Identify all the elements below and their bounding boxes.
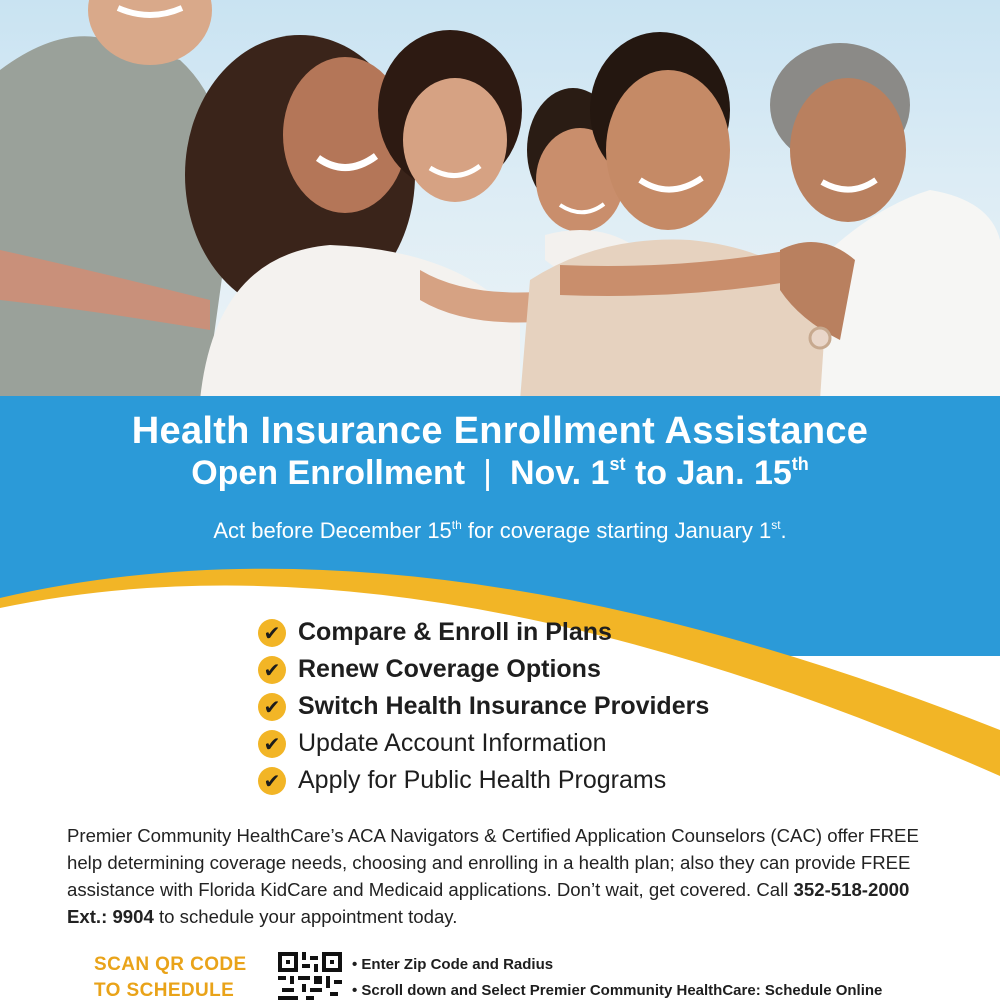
scan-line-2: TO SCHEDULE: [94, 980, 235, 1000]
check-icon: ✔: [258, 730, 286, 758]
checklist-label: Update Account Information: [298, 729, 607, 757]
scan-qr-callout: [94, 952, 247, 1000]
deadline-text-3: .: [780, 518, 787, 543]
description-text-end: to schedule your appointment today.: [153, 906, 458, 927]
deadline-text-1: Act before December 15: [213, 518, 452, 543]
family-photo-illustration: [0, 0, 1000, 400]
services-checklist: [258, 614, 709, 799]
family-photo: [0, 0, 1000, 400]
start-date-suffix: st: [609, 454, 626, 474]
description-paragraph: [67, 822, 947, 930]
scheduling-steps: [352, 952, 882, 1000]
end-date-suffix: th: [791, 454, 809, 474]
checklist-item: [258, 762, 709, 799]
end-date: Jan. 15: [676, 454, 792, 492]
check-icon: ✔: [258, 656, 286, 684]
description-text: Premier Community HealthCare’s ACA Navigators & Certified Application Counselors (CAC) offer FREE help determining coverage needs, choosing and enrolling in a health plan; also they can provide FREE assistance with Florida KidCare and Medicaid applications. Don’t wait, get covered. Call: [67, 825, 919, 900]
deadline-text-2: for coverage starting January 1: [461, 518, 772, 543]
enrollment-period: [0, 454, 1000, 493]
scan-line-1: SCAN QR CODE: [94, 954, 247, 975]
qr-code-graphic: [278, 952, 342, 1000]
check-icon: ✔: [258, 619, 286, 647]
step-item: • Enter Zip Code and Radius: [352, 956, 554, 973]
checklist-item: [258, 614, 709, 651]
check-icon: ✔: [258, 693, 286, 721]
checklist-label: Compare & Enroll in Plans: [298, 618, 612, 646]
start-date: Nov. 1: [509, 454, 610, 492]
page-title: Health Insurance Enrollment Assistance: [131, 410, 869, 452]
checklist-item: [258, 688, 709, 725]
to-word: to: [634, 454, 668, 492]
step-item: • Scroll down and Select Premier Community HealthCare: Schedule Online: [352, 982, 883, 999]
deadline-sup-1: th: [451, 518, 462, 532]
checklist-label: Switch Health Insurance Providers: [298, 692, 710, 720]
checklist-label: Renew Coverage Options: [298, 655, 601, 683]
qr-code[interactable]: [278, 952, 342, 1000]
phone-number: 352-518-2000 Ext.: 9904: [67, 879, 910, 927]
checklist-label: Apply for Public Health Programs: [298, 766, 667, 794]
checklist-item: [258, 651, 709, 688]
period-label: Open Enrollment: [191, 454, 466, 492]
checklist-item: [258, 725, 709, 762]
check-icon: ✔: [258, 767, 286, 795]
deadline-sup-2: st: [771, 518, 781, 532]
title-separator: |: [483, 454, 492, 492]
